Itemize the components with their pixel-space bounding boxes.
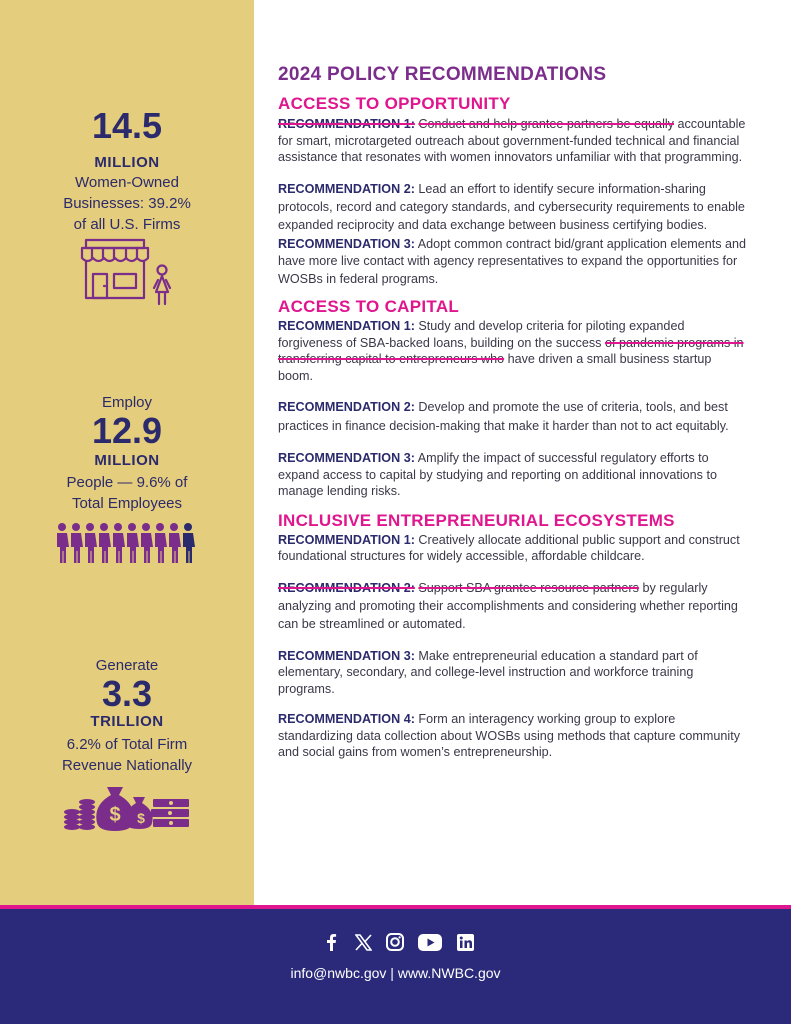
recommendation-label: RECOMMENDATION 2: xyxy=(278,580,415,595)
section-title-access-to-opportunity: ACCESS TO OPPORTUNITY xyxy=(278,94,511,113)
stat-desc-line: of all U.S. Firms xyxy=(73,216,181,233)
recommendation-label: RECOMMENDATION 3: xyxy=(278,648,415,663)
stat-value: 14.5 xyxy=(91,105,163,146)
stat-revenue xyxy=(0,656,254,776)
policy-recommendations xyxy=(278,64,748,761)
recommendation-text: by regularly analyzing and promoting their accomplishments and considering whether reporting can be streamlined or automated. xyxy=(278,580,738,631)
stat-employees xyxy=(0,393,254,514)
recommendation-struck-text: of pandemic programs in transferring capital to entrepreneurs who xyxy=(278,335,744,366)
stat-desc-line: Revenue Nationally xyxy=(61,757,193,774)
page-title: 2024 POLICY RECOMMENDATIONS xyxy=(278,64,607,85)
instagram-icon[interactable] xyxy=(386,933,404,951)
recommendation xyxy=(278,532,748,565)
social-links xyxy=(322,933,474,951)
recommendation xyxy=(278,648,748,698)
linkedin-icon[interactable] xyxy=(456,933,474,951)
stat-women-owned-businesses xyxy=(0,107,254,235)
stat-unit: MILLION xyxy=(94,154,160,171)
recommendation xyxy=(278,180,748,234)
stat-unit: TRILLION xyxy=(90,713,164,730)
section-title-inclusive-ecosystems: INCLUSIVE ENTREPRENEURIAL ECOSYSTEMS xyxy=(278,510,675,530)
recommendation xyxy=(278,398,748,436)
money-bags-icon xyxy=(63,783,193,833)
stat-unit: MILLION xyxy=(94,452,160,469)
recommendation-text: Make entrepreneurial education a standard part of elementary, secondary, and college-level instruction and workforce training programs. xyxy=(278,648,698,696)
facebook-icon[interactable] xyxy=(322,933,340,951)
svg-text:$: $ xyxy=(109,804,121,826)
youtube-icon[interactable] xyxy=(418,933,442,951)
recommendation-text: Lead an effort to identify secure information-sharing protocols, record and category standards, and cybersecurity requirements to enable expanded reciprocity and data exchange between business certifying bodies. xyxy=(278,181,745,232)
footer xyxy=(0,909,791,1024)
recommendation-text: have driven a small business startup boom. xyxy=(278,352,712,383)
recommendation-label: RECOMMENDATION 4: xyxy=(278,712,415,726)
stat-desc-line: 6.2% of Total Firm xyxy=(66,736,188,753)
stat-desc-line: People — 9.6% of xyxy=(66,474,188,491)
recommendation-label: RECOMMENDATION 3: xyxy=(278,236,415,251)
contact-info[interactable]: info@nwbc.gov | www.NWBC.gov xyxy=(290,965,501,981)
svg-text:$: $ xyxy=(137,810,145,826)
stat-lead: Generate xyxy=(95,657,159,674)
recommendation xyxy=(278,450,748,500)
recommendation-text: accountable for smart, microtargeted outreach about government-funded technical and financial assistance that resonates with women innovators unfamiliar with that programming. xyxy=(278,117,746,164)
recommendation-text: Form an interagency working group to explore standardizing data collection about WOSBs using methods that capture community and social gains from women’s entrepreneurship. xyxy=(278,712,741,759)
stat-desc-line: Total Employees xyxy=(71,495,183,512)
stat-lead: Employ xyxy=(101,394,153,411)
stats-sidebar xyxy=(0,0,254,905)
recommendation-text: Adopt common contract bid/grant application elements and have more live contact with agency representatives to expand the opportunities for WOSBs in federal programs. xyxy=(278,236,747,286)
recommendation xyxy=(278,711,748,761)
recommendation-text: Amplify the impact of successful regulatory efforts to expand access to capital by studying and reporting on additional innovations to manage lending risks. xyxy=(278,451,717,498)
recommendation xyxy=(278,236,748,289)
recommendation-struck-text: Support SBA grantee resource partners xyxy=(418,580,639,595)
recommendation-text: Study and develop criteria for piloting expanded forgiveness of SBA-backed loans, building on the success xyxy=(278,319,685,350)
stat-value: 3.3 xyxy=(101,673,153,714)
stat-desc-line: Women-Owned xyxy=(75,174,179,191)
recommendation-text: Creatively allocate additional public support and construct foundational structures for widely accessible, affordable childcare. xyxy=(278,532,740,563)
recommendation-label: RECOMMENDATION 2: xyxy=(278,181,415,196)
stat-value: 12.9 xyxy=(91,410,163,451)
x-icon[interactable] xyxy=(354,933,372,951)
recommendation-struck-text: Conduct and help grantee partners be equally xyxy=(418,117,674,131)
recommendation-label: RECOMMENDATION 3: xyxy=(278,451,415,465)
people-group-icon xyxy=(56,522,200,566)
recommendation-label: RECOMMENDATION 1: xyxy=(278,117,415,131)
recommendation-label: RECOMMENDATION 1: xyxy=(278,319,415,333)
storefront-icon xyxy=(80,238,178,318)
stat-desc-line: Businesses: 39.2% xyxy=(63,195,191,212)
recommendation-label: RECOMMENDATION 1: xyxy=(278,532,415,547)
section-title-access-to-capital: ACCESS TO CAPITAL xyxy=(278,297,460,316)
recommendation-label: RECOMMENDATION 2: xyxy=(278,400,415,414)
recommendation-text: Develop and promote the use of criteria, tools, and best practices in finance decision-making that make it harder than not to act equitably. xyxy=(278,400,729,433)
recommendation xyxy=(278,318,748,384)
recommendation xyxy=(278,579,748,633)
recommendation xyxy=(278,116,748,166)
